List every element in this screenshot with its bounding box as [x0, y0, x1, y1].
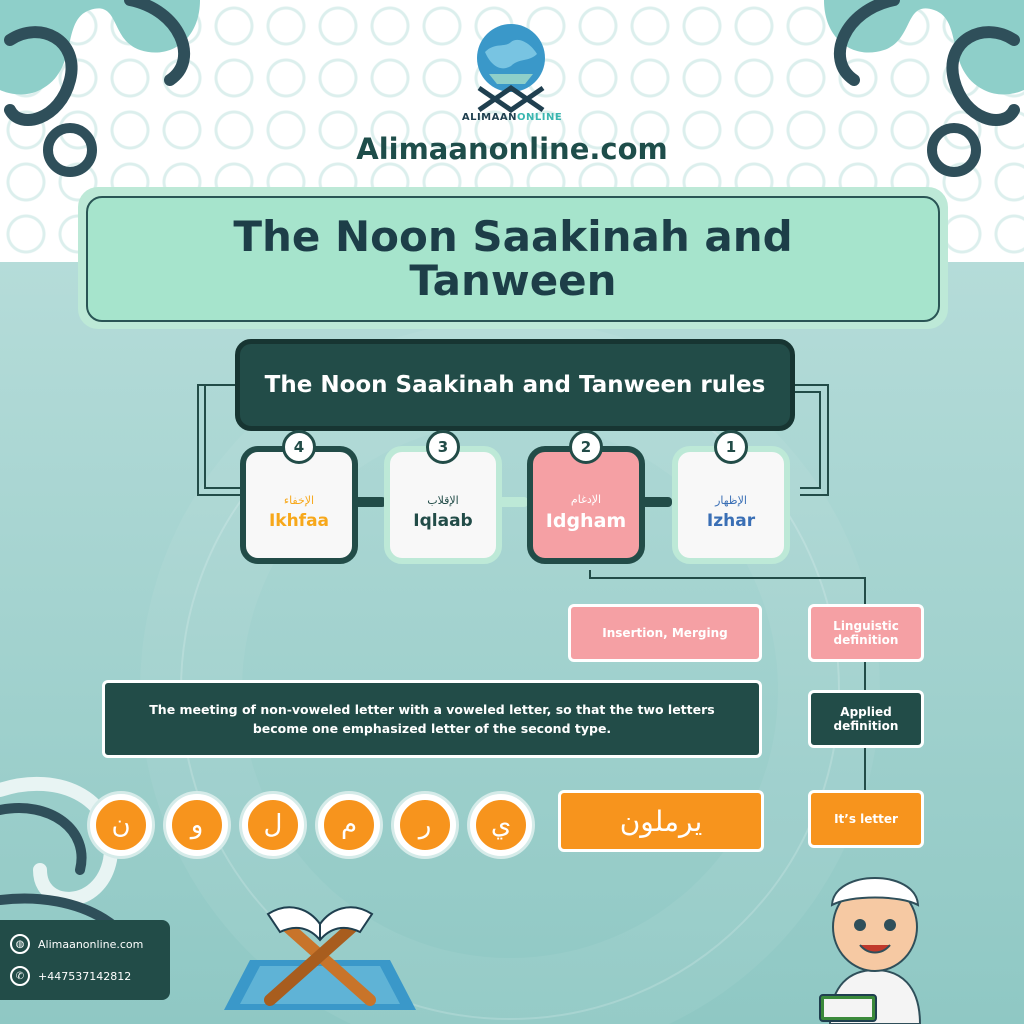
rule-number: 1 [714, 430, 748, 464]
letter-circle: م [318, 794, 380, 856]
rule-card-izhar[interactable] [672, 438, 790, 564]
rule-number: 2 [569, 430, 603, 464]
rules-header-label: The Noon Saakinah and Tanween rules [264, 372, 766, 398]
contact-phone-row[interactable] [10, 960, 160, 992]
applied-definition-label: Applied definition [808, 690, 924, 748]
letter-circle: و [166, 794, 228, 856]
rule-number: 3 [426, 430, 460, 464]
linguistic-definition-label: Linguistic definition [808, 604, 924, 662]
contact-website: Alimaanonline.com [38, 937, 144, 951]
whatsapp-icon: ✆ [10, 966, 30, 986]
site-title: Alimaanonline.com [356, 132, 668, 166]
contact-website-row[interactable] [10, 928, 160, 960]
rule-card-iqlaab[interactable] [384, 438, 502, 564]
quran-stand-illustration [220, 890, 420, 1018]
linguistic-definition-value: Insertion, Merging [568, 604, 762, 662]
letters-word: يرملون [558, 790, 764, 852]
rule-arabic: الإقلاب [427, 493, 459, 507]
rule-arabic: الإدغام [570, 492, 602, 506]
contact-phone: +447537142812 [38, 969, 132, 983]
letters-label: It’s letter [808, 790, 924, 848]
globe-icon: ◍ [10, 934, 30, 954]
letter-circle: ي [470, 794, 532, 856]
letter-circle: ن [90, 794, 152, 856]
rule-card-ikhfaa[interactable] [240, 438, 358, 564]
contact-panel [0, 920, 170, 1000]
rule-number: 4 [282, 430, 316, 464]
letter-circle: ر [394, 794, 456, 856]
rules-header [235, 339, 795, 431]
logo-text-alimaan: ALIMAAN [461, 112, 517, 123]
rule-name: Idgham [545, 509, 627, 532]
boy-reading-illustration [810, 855, 940, 1024]
rule-name: Iqlaab [413, 510, 473, 531]
rule-name: Ikhfaa [268, 510, 330, 531]
page-title: The Noon Saakinah and Tanween [233, 212, 793, 305]
rule-card-idgham[interactable] [527, 438, 645, 564]
rule-name: Izhar [706, 510, 756, 531]
rule-arabic: الإظهار [715, 493, 747, 507]
applied-definition-value: The meeting of non-voweled letter with a voweled letter, so that the two letters become one emphasized letter of the second type. [102, 680, 762, 758]
logo-text-online: ONLINE [516, 112, 563, 123]
rule-arabic: الإخفاء [283, 493, 315, 507]
letter-circle: ل [242, 794, 304, 856]
